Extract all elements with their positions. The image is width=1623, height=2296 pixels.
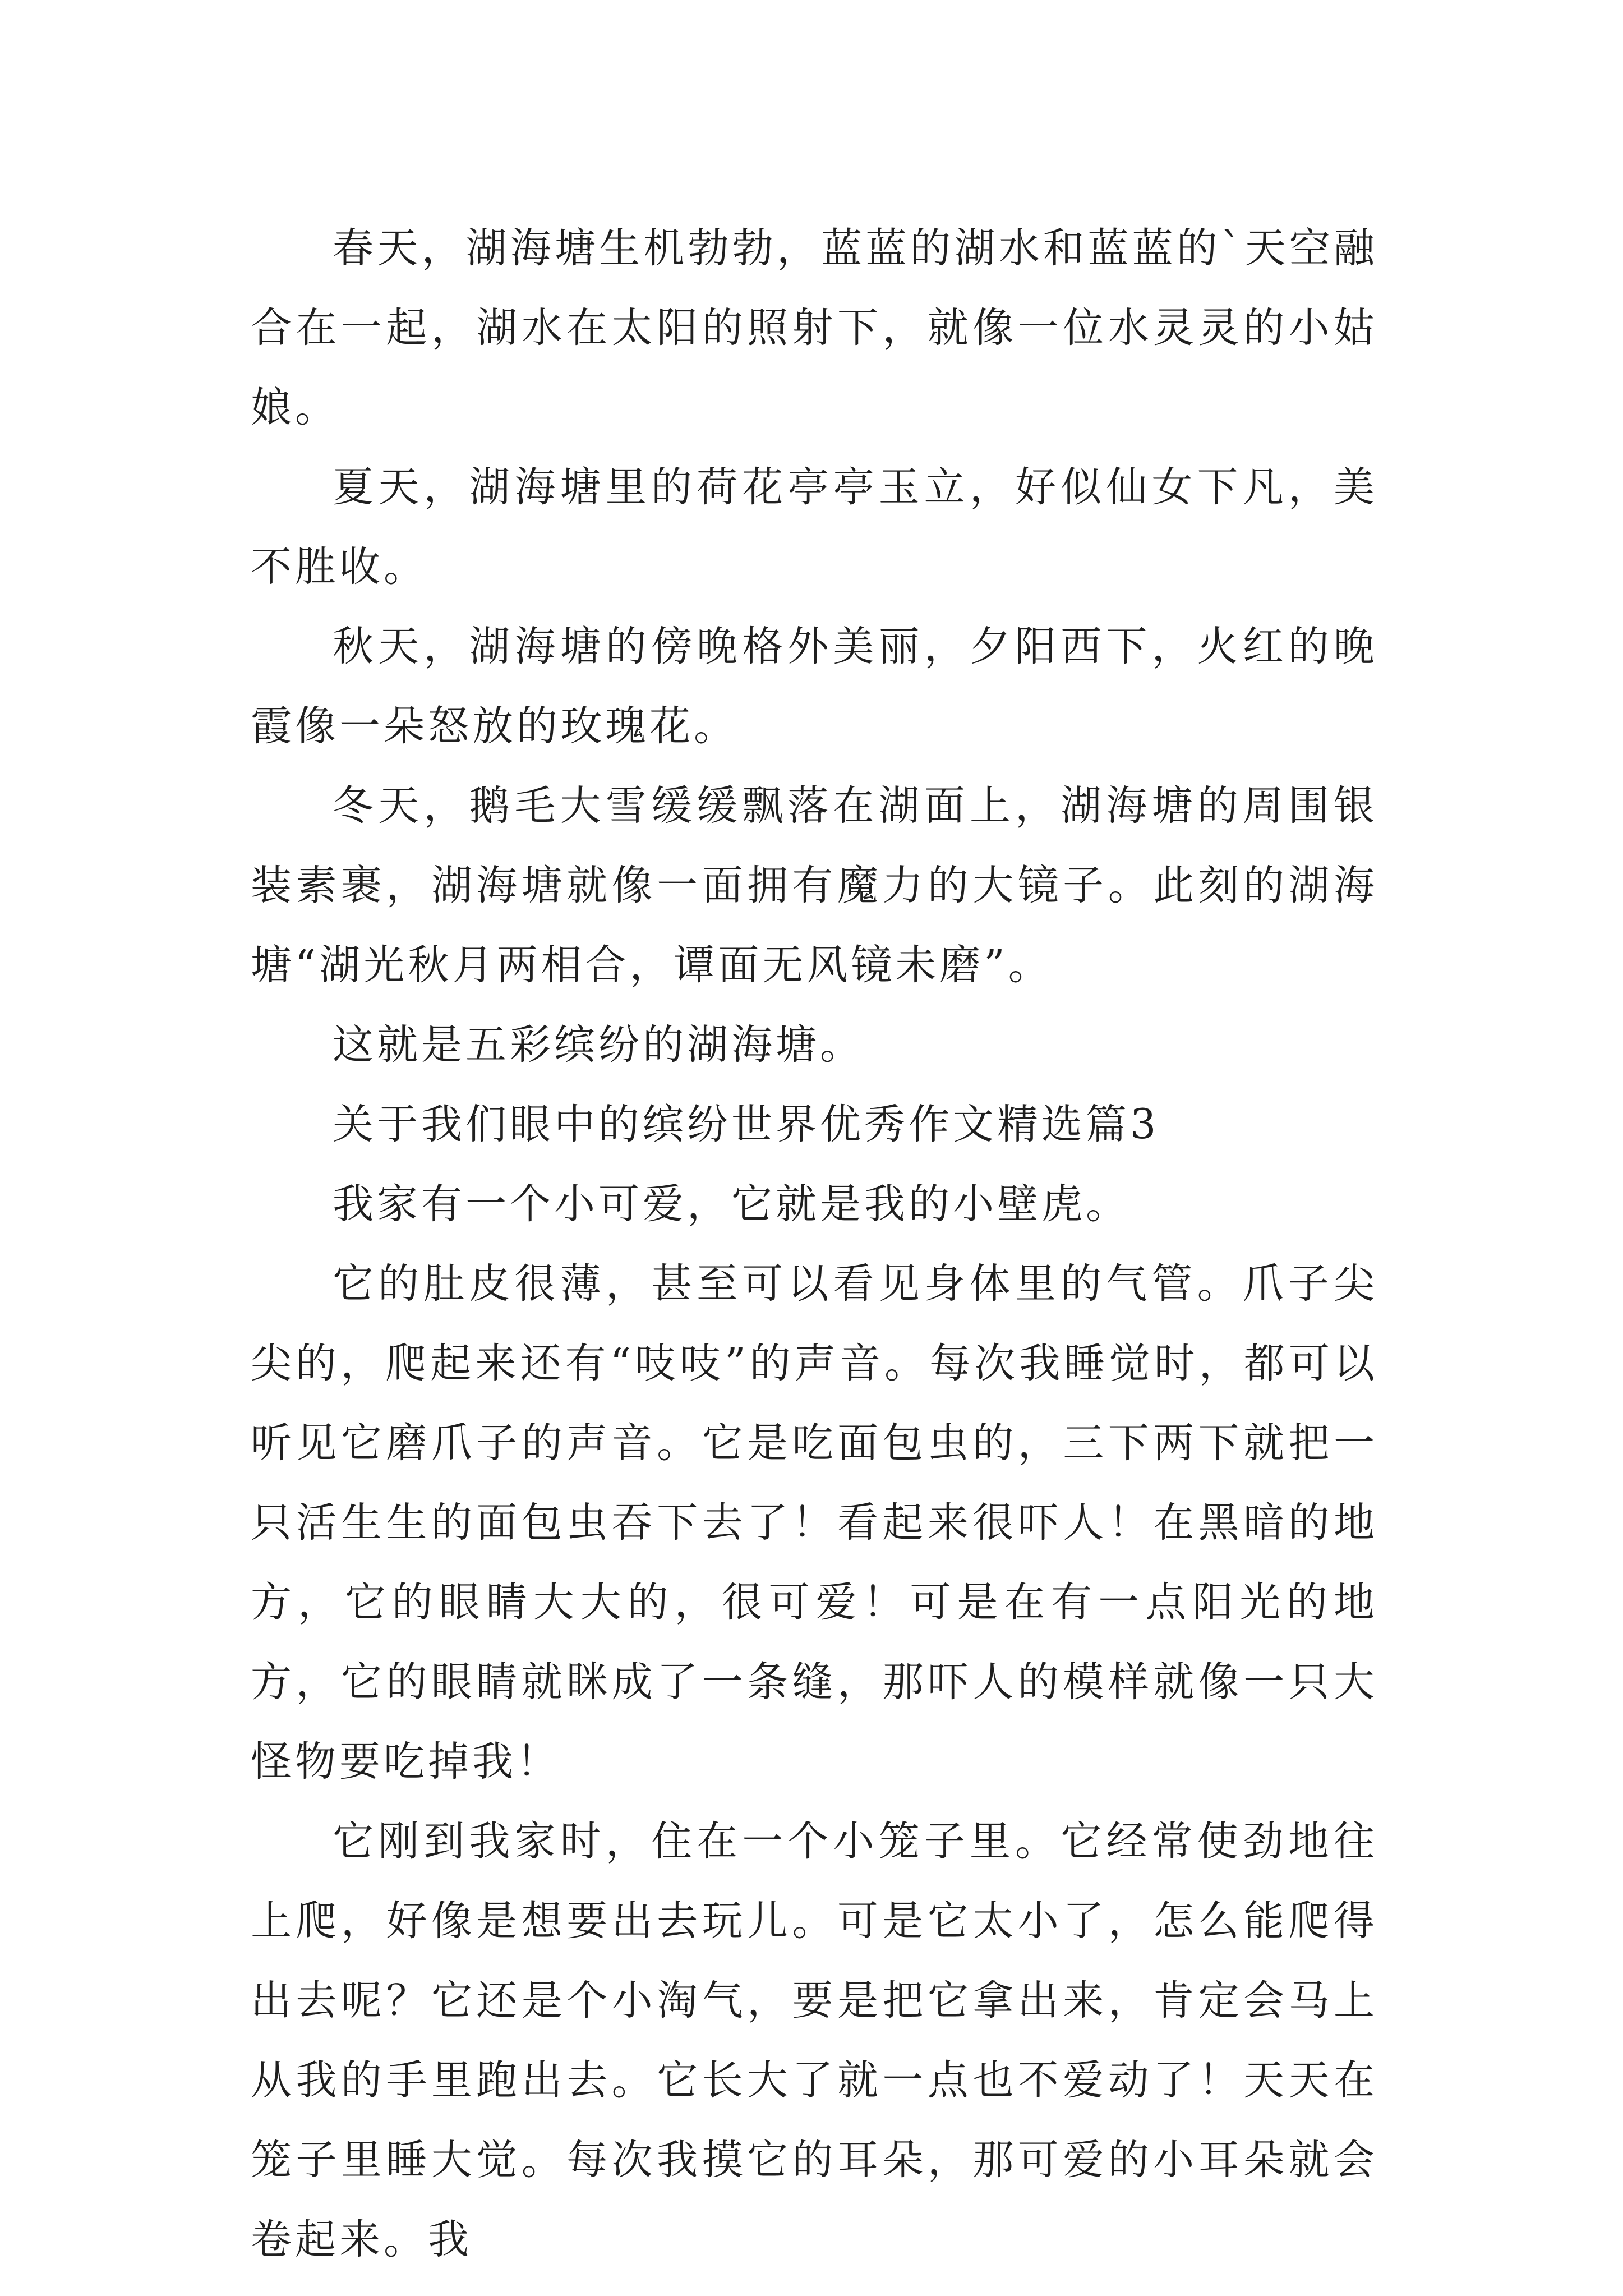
paragraph-conclusion: 这就是五彩缤纷的湖海塘。 [333,1021,864,1069]
paragraph-gecko-description: 它的肚皮很薄，甚至可以看见身体里的气管。爪子尖尖的，爬起来还有“吱吱”的声音。每次我睡觉时，都可以听见它磨爪子的声音。它是吃面包虫的，三下两下就把一只活生生的面包虫吞下去了！看起来很吓人！在黑暗的地方，它的眼睛大大的，很可爱！可是在有一点阳光的地方，它的眼睛就眯成了一条缝，那吓人的模样就像一只大怪物要吃掉我！ [251,1260,1378,1786]
paragraph-winter: 冬天，鹅毛大雪缓缓飘落在湖面上，湖海塘的周围银装素裹，湖海塘就像一面拥有魔力的大镜子。此刻的湖海塘“湖光秋月两相合，谭面无风镜未磨”。 [251,782,1378,989]
paragraph-summer: 夏天，湖海塘里的荷花亭亭玉立，好似仙女下凡，美不胜收。 [251,463,1378,591]
paragraph-gecko-cage: 它刚到我家时，住在一个小笼子里。它经常使劲地往上爬，好像是想要出去玩儿。可是它太小了，怎么能爬得出去呢？它还是个小淘气，要是把它拿出来，肯定会马上从我的手里跑出去。它长大了就一点也不爱动了！天天在笼子里睡大觉。每次我摸它的耳朵，那可爱的小耳朵就会卷起来。我 [251,1818,1378,2263]
paragraph-intro-gecko: 我家有一个小可爱，它就是我的小壁虎。 [333,1180,1130,1228]
paragraph-spring: 春天，湖海塘生机勃勃，蓝蓝的湖水和蓝蓝的`天空融合在一起，湖水在太阳的照射下，就像一位水灵灵的小姑娘。 [251,224,1378,431]
section-heading: 关于我们眼中的缤纷世界优秀作文精选篇3 [333,1101,1160,1148]
paragraph-autumn: 秋天，湖海塘的傍晚格外美丽，夕阳西下，火红的晚霞像一朵怒放的玫瑰花。 [251,623,1378,750]
document-body [251,209,1378,2280]
